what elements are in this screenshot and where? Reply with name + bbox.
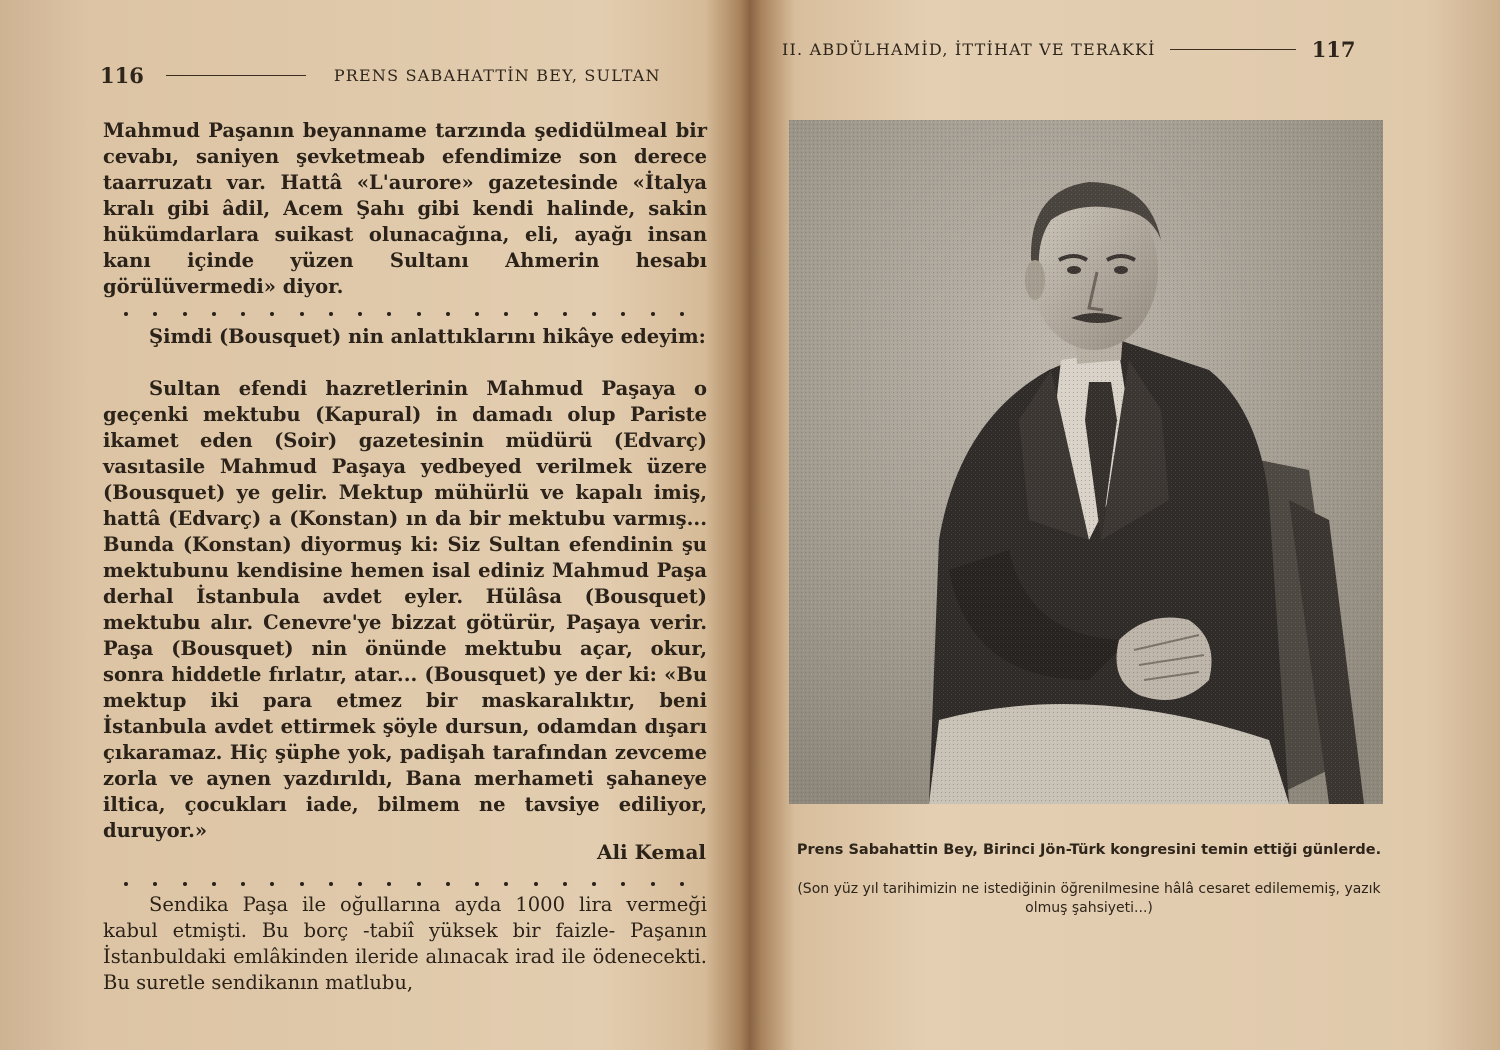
right-page-header	[782, 34, 1386, 64]
left-page	[0, 0, 748, 1050]
photo-caption: Prens Sabahattin Bey, Birinci Jön-Türk kongresini temin ettiği günlerde.	[796, 842, 1382, 858]
signature-ali-kemal: Ali Kemal	[596, 840, 706, 864]
paragraph-1: Mahmud Paşanın beyanname tarzında şedidülmeal bir cevabı, saniyen şevketmeab efendimize son derece taarruzatı var. Hattâ «L'aurore» gazetesinde «İtalya kralı gibi âdil, Acem Şahı gibi kendi halinde, sakin hükümdarlara suikast olunacağına, eli, ayağı insan kanı içinde yüzen Sultanı Ahmerin hesabı görülüvermedi» diyor.	[103, 119, 707, 298]
portrait-photo	[789, 120, 1383, 804]
portrait-illustration	[789, 120, 1383, 804]
paragraph-4-block	[103, 892, 707, 996]
left-running-head: PRENS SABAHATTİN BEY, SULTAN	[333, 65, 661, 85]
paragraph-1-block	[103, 118, 707, 300]
paragraph-3-block	[103, 376, 707, 844]
left-page-number: 116	[100, 62, 144, 88]
header-rule	[1170, 49, 1296, 50]
paragraph-2: Şimdi (Bousquet) nin anlattıklarını hikâye edeyim:	[149, 325, 706, 348]
paragraph-4: Sendika Paşa ile oğullarına ayda 1000 lira vermeği kabul etmişti. Bu borç -tabiî yüksek bir faizle- Paşanın İstanbuldaki emlâkinden ileride alınacak irad ile ödenecekti. Bu suretle sendikanın matlubu,	[103, 893, 707, 994]
ellipsis-divider-2	[124, 882, 684, 892]
paragraph-2-block	[103, 324, 707, 350]
right-running-head: II. ABDÜLHAMİD, İTTİHAT VE TERAKKİ	[782, 39, 1156, 59]
photo-caption-note: (Son yüz yıl tarihimizin ne istediğinin öğrenilmesine hâlâ cesaret edilememiş, yazık olmuş şahsiyeti...)	[797, 881, 1381, 916]
header-rule	[166, 75, 306, 76]
paragraph-3: Sultan efendi hazretlerinin Mahmud Paşaya o geçenki mektubu (Kapural) in damadı olup Pariste ikamet eden (Soir) gazetesinin müdürü (Edvarç) vasıtasile Mahmud Paşaya yedbeyed verilmek üzere (Bousquet) ye gelir. Mektup mühürlü ve kapalı imiş, hattâ (Edvarç) a (Konstan) ın da bir mektubu varmış... Bunda (Konstan) diyormuş ki: Siz Sultan efendinin şu mektubunu kendisine hemen isal ediniz Mahmud Paşa derhal İstanbula avdet eyler. Hülâsa (Bousquet) mektubu alır. Cenevre'ye bizzat götürür, Paşaya verir. Paşa (Bousquet) nin önünde mektubu açar, okur, sonra hiddetle fırlatır, atar... (Bousquet) ye der ki: «Bu mektup iki para etmez bir maskaralıktır, beni İstanbula avdet ettirmek şöyle dursun, odamdan dışarı çıkaramaz. Hiç şüphe yok, padişah tarafından zevceme zorla ve aynen yazdırıldı, Bana merhameti şahaneye iltica, çocukları iade, bilmem ne tavsiye ediliyor, duruyor.»	[103, 377, 707, 842]
right-page	[752, 0, 1500, 1050]
left-page-header	[100, 60, 706, 90]
right-page-number: 117	[1311, 36, 1356, 62]
ellipsis-divider-1	[124, 312, 684, 322]
